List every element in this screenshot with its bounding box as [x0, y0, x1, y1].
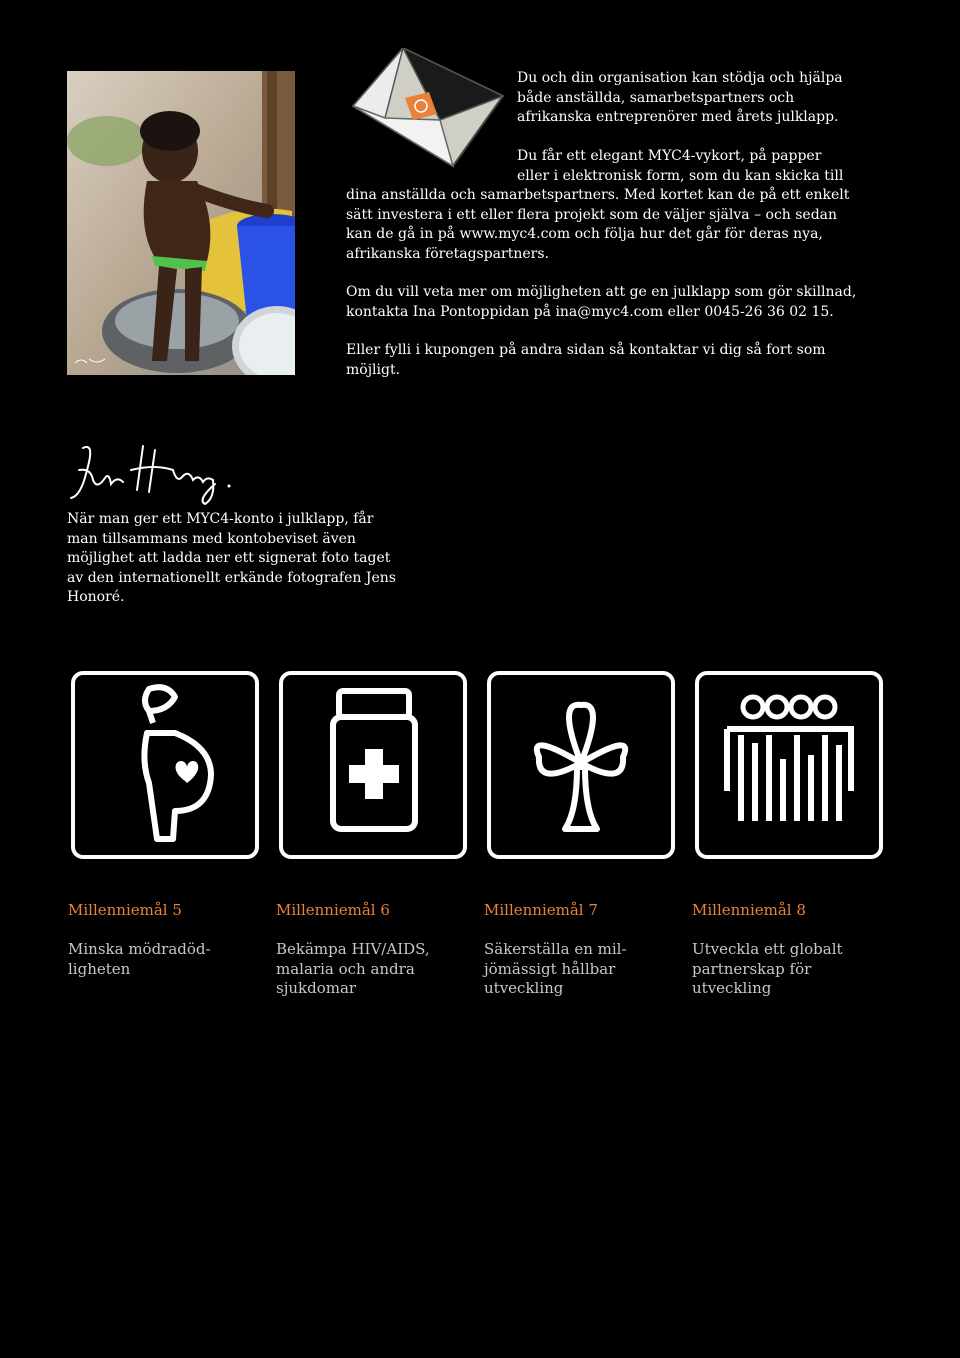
goal-7-title: Millenniemål 7: [484, 901, 598, 919]
goal-7-text: Säkerställa en mil- jömässigt hållbar utveckling: [484, 940, 627, 997]
card-info-paragraph-start: Du får ett elegant MYC4-vykort, på papper eller i elektronisk form, som du kan skicka till: [517, 148, 844, 184]
goal-6-title: Millenniemål 6: [276, 901, 390, 919]
medicine-jar-icon: [279, 671, 467, 859]
clover-tree-icon: [487, 671, 675, 859]
contact-paragraph: Om du vill veta mer om möjligheten att ge en julklapp som gör skillnad, kontakta Ina Pontoppidan på ina@myc4.com eller 0045-26 36 02 15.: [346, 284, 857, 320]
pregnant-woman-icon: [71, 671, 259, 859]
goal-5-text: Minska mödradöd- ligheten: [68, 940, 211, 978]
partnership-people-icon: [695, 671, 883, 859]
intro-paragraph: Du och din organisation kan stödja och hjälpa både anställda, samarbetspartners och afrikanska entreprenörer med årets julklapp.: [517, 70, 843, 125]
envelope-icon: [345, 48, 505, 173]
gift-note-paragraph: När man ger ett MYC4-konto i julklapp, får man tillsammans med kontobeviset även möjlighet att ladda ner ett signerat foto taget av den internationellt erkände fotografen Jens Honoré.: [67, 511, 396, 605]
child-photo: [67, 71, 295, 375]
goal-8-title: Millenniemål 8: [692, 901, 806, 919]
coupon-paragraph: Eller fylli i kupongen på andra sidan så kontaktar vi dig så fort som möjligt.: [346, 342, 826, 378]
goal-5-title: Millenniemål 5: [68, 901, 182, 919]
goal-8-text: Utveckla ett globalt partnerskap för utveckling: [692, 940, 843, 997]
goal-6-text: Bekämpa HIV/AIDS, malaria och andra sjukdomar: [276, 940, 430, 997]
card-info-paragraph-end: dina anställda och samarbetspartners. Med kortet kan de på ett enkelt sätt investera i ett eller flera projekt som de väljer själva – och sedan kan de gå in på www.myc4.com och följa hur det går för deras nya, afrikanska företagspartners.: [346, 187, 850, 262]
signature: [65, 440, 245, 508]
